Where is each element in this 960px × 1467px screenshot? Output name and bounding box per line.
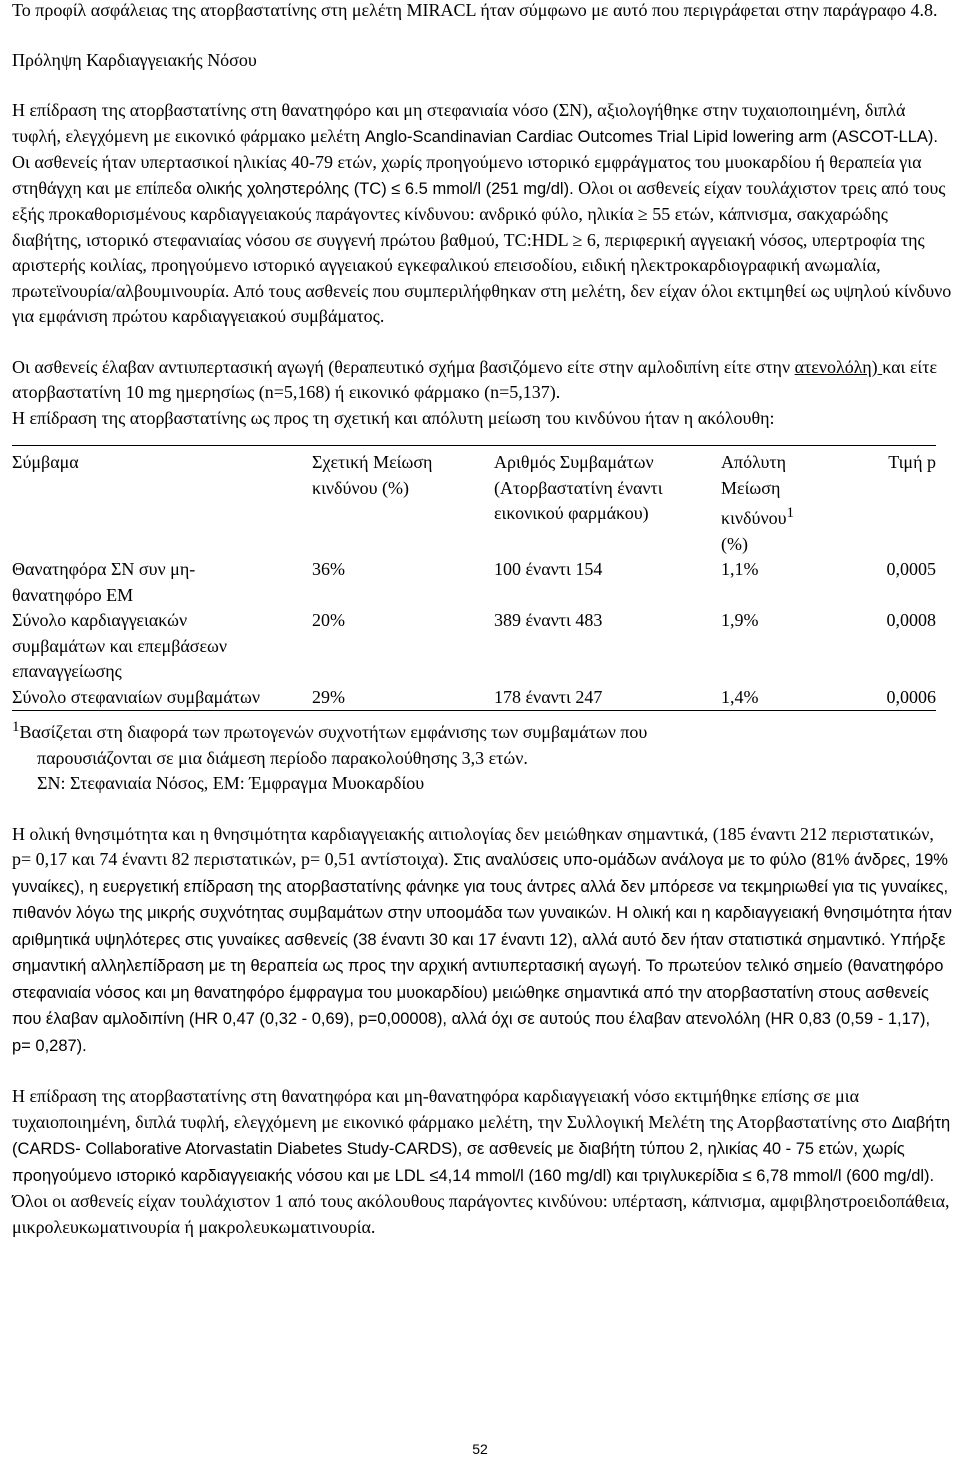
cell-arr: 1,4% [721, 685, 831, 711]
para3-text-a: Η ολική θνησιμότητα και η θνησιμότητα καρδιαγγειακής αιτιολογίας δεν μειώθηκαν σημαντικά, (185 έναντι 212 περιστατικών, p= 0,17 και 74 έναντι 82 περιστατικών, p= 0,51 αντίστοιχα). [12, 823, 934, 869]
table-footnote [12, 715, 952, 797]
cell-events: 100 έναντι 154 [494, 559, 603, 579]
para4-text-b: Διαβήτη (CARDS- Collaborative Atorvastatin Diabetes Study-CARDS), σε ασθενείς με διαβήτη τύπου 2, ηλικίας 40 - 75 ετών, χωρίς προηγούμενο ιστορικό καρδιαγγειακής νόσου και με LDL [12, 1113, 951, 1185]
cell-rrr: 20% [312, 610, 345, 630]
header-arr-label: Απόλυτη Μείωση κινδύνου [721, 452, 787, 528]
para1-text-c: Οι ασθενείς ήταν υπερτασικοί ηλικίας 40-79 ετών, χωρίς προηγούμενο ιστορικό εμφράγματος του μυοκαρδίου ή θεραπεία για στηθάγχη και με επίπεδα [12, 152, 922, 198]
cell-rrr: 29% [312, 685, 494, 711]
para1-text-a: Η επίδραση της ατορβαστατίνης στη θανατηφόρο και μη στεφανιαία νόσο (ΣΝ), αξιολογήθηκε στην τυχαιοποιημένη, διπλά τυφλή, ελεγχόμενη με εικονικό φάρμακο μελέτη [12, 100, 906, 146]
footnote-line-1 [12, 715, 952, 746]
para2-text-a: Οι ασθενείς έλαβαν αντιυπερτασική αγωγή (θεραπευτικό σχήμα βασιζόμενο είτε στην αμλοδιπίνη είτε στην [12, 356, 795, 377]
table-header-row [12, 446, 936, 558]
footnote-line-2: παρουσιάζονται σε μια διάμεση περίοδο παρακολούθησης 3,3 ετών. [37, 747, 528, 768]
document-page [12, 0, 952, 1240]
header-rrr: Σχετική Μείωση κινδύνου (%) [312, 446, 494, 558]
footnote-sup: 1 [12, 719, 20, 735]
cell-event: Θανατηφόρα ΣΝ συν μη-θανατηφόρο ΕΜ [12, 559, 196, 605]
paragraph-cards [12, 1084, 952, 1240]
para3-text-b: Στις αναλύσεις υπο-ομάδων ανάλογα με το φύλο (81% άνδρες, 19% γυναίκες), η ευεργετική επίδραση της ατορβαστατίνης φάνηκε για τους άντρες αλλά δεν μπόρεσε να τεκμηριωθεί για τις γυναίκες, πιθανόν λόγω της μικρής συχνότητας συμβαμάτων στην υποομάδα των γυναικών. Η ολική και η καρδιαγγειακή θνησιμότητα ήταν αριθμητικά υψηλότερες στις γυναίκες ασθενείς (38 έναντι 30 και 17 έναντι 12), αλλά αυτό δεν ήταν στατιστικά σημαντικό. Υπήρξε σημαντική αλληλεπίδραση με τη θεραπεία ως προς την αρχική αντιυπερτασική αγωγή. Το πρωτεύον τελικό σημείο (θανατηφόρο στεφανιαία νόσος και μη θανατηφόρο έμφραγμα του μυοκαρδίου) μειώθηκε σημαντικά από την ατορβαστατίνη στους ασθενείς που έλαβαν αμλοδιπίνη (HR 0,47 (0,32 - 0,69), p=0,00008), αλλά όχι σε αυτούς που έλαβαν ατενολόλη (HR 0,83 (0,59 - 1,17), p= 0,287). [12, 851, 952, 1055]
para1-text-b: Anglo-Scandinavian Cardiac Outcomes Trial Lipid lowering arm (ASCOT-LLA). [364, 127, 938, 146]
table-row [12, 557, 936, 608]
header-p: Τιμή p [831, 446, 936, 558]
para2-text-c: Η επίδραση της ατορβαστατίνης ως προς τη σχετική και απόλυτη μείωση του κινδύνου ήταν η ακόλουθη: [12, 407, 775, 428]
para1-text-e: Ολοι οι ασθενείς είχαν τουλάχιστον τρεις από τους εξής προκαθορισμένους καρδιαγγειακούς παράγοντες κίνδυνου: ανδρικό φύλο, ηλικία ≥ 55 ετών, κάπνισμα, σακχαρώδης διαβήτης, ιστορικό στεφανιαίας νόσου σε συγγενή πρώτου βαθμού, TC:HDL ≥ 6, περιφερική αγγειακή νόσος, υπερτροφία της αριστερής κοιλίας, προηγούμενο ιστορικό αγγειακού εγκεφαλικού επεισοδίου, ειδική ηλεκτροκαρδιογραφική ανωμαλία, πρωτεϊνουρία/αλβουμινουρία. Από τους ασθενείς που συμπεριλήφθηκαν στη μελέτη, δεν είχαν όλοι εκτιμηθεί ως υψηλού κίνδυνο για εμφάνιση πρώτου καρδιαγγειακού συμβάματος. [12, 177, 952, 326]
cell-arr: 1,9% [721, 610, 759, 630]
cell-events: 389 έναντι 483 [494, 610, 603, 630]
para1-text-d: ολικής χοληστερόλης (TC) ≤ 6.5 mmol/l (251 mg/dl). [196, 179, 574, 198]
results-table [12, 445, 936, 711]
section-heading: Πρόληψη Καρδιαγγειακής Νόσου [12, 49, 257, 70]
cell-arr: 1,1% [721, 559, 759, 579]
para4-text-c: Όλοι οι ασθενείς είχαν τουλάχιστον 1 από τους ακόλουθους παράγοντες κινδύνου: υπέρταση, κάπνισμα, αμφιβληστροειδοπάθεια, μικρολευκωματινουρία ή μακρολευκωματινουρία. [12, 1191, 950, 1237]
page-number: 52 [472, 1441, 488, 1457]
cell-p: 0,0006 [831, 685, 936, 711]
cell-rrr: 36% [312, 559, 345, 579]
table-row [12, 608, 936, 685]
para2-text-b: και είτε ατορβαστατίνη 10 mg ημερησίως (n=5,168) ή εικονικό φάρμακο (n=5,137). [12, 356, 938, 402]
para4-ldl-value: ≤4,14 mmol/l (160 mg/dl) και τριγλυκερίδια ≤ 6,78 mmol/l (600 mg/dl). [429, 1166, 935, 1185]
header-arr-sup: 1 [786, 505, 794, 521]
paragraph-mortality [12, 822, 952, 1060]
header-events: Αριθμός Συμβαμάτων (Ατορβαστατίνη έναντι εικονικού φαρμάκου) [494, 446, 721, 558]
cell-event: Σύνολο καρδιαγγειακών συμβαμάτων και επεμβάσεων επαναγγείωσης [12, 610, 228, 681]
footnote-text-1: Βασίζεται στη διαφορά των πρωτογενών συχνοτήτων εμφάνισης των συμβαμάτων που [19, 722, 648, 742]
table-row [12, 685, 936, 711]
header-arr-unit: (%) [721, 533, 748, 554]
cell-event: Σύνολο στεφανιαίων συμβαμάτων [12, 685, 312, 711]
footnote-line-3: ΣΝ: Στεφανιαία Νόσος, ΕΜ: Έμφραγμα Μυοκαρδίου [37, 773, 425, 793]
cell-p: 0,0008 [886, 610, 936, 630]
header-event: Σύμβαμα [12, 446, 312, 558]
header-arr [721, 446, 831, 558]
paragraph-ascot-lla [12, 98, 952, 330]
intro-paragraph: Το προφίλ ασφάλειας της ατορβαστατίνης στη μελέτη MIRACL ήταν σύμφωνο με αυτό που περιγράφεται στην παράγραφο 4.8. [12, 0, 938, 20]
cell-p: 0,0005 [886, 559, 936, 579]
paragraph-antihypertensive [12, 355, 952, 432]
para2-underlined: ατενολόλη) [794, 356, 883, 377]
para4-text-a: Η επίδραση της ατορβαστατίνης στη θανατηφόρα και μη-θανατηφόρα καρδιαγγειακή νόσο εκτιμήθηκε επίσης σε μια τυχαιοποιημένη, διπλά τυφλή, ελεγχόμενη με εικονικό φάρμακο μελέτη, την Συλλογική Μελέτη της Ατορβαστατίνης στο [12, 1086, 888, 1132]
cell-events: 178 έναντι 247 [494, 685, 721, 711]
